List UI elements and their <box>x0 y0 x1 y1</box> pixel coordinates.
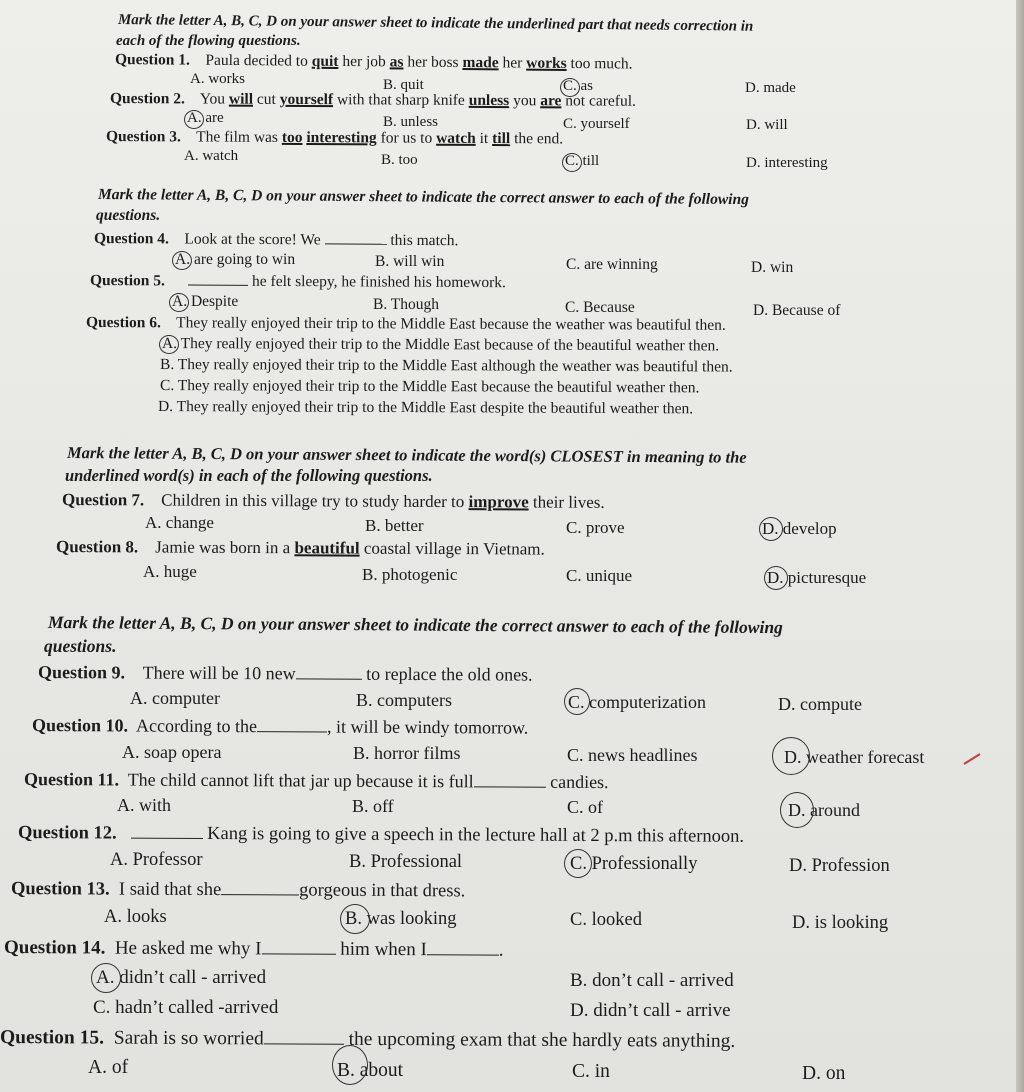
underlined-part: will <box>228 90 254 108</box>
section4-instruction-line1: Mark the letter A, B, C, D on your answer sheet to indicate the correct answer to each of the following <box>47 612 783 638</box>
q15-option-d[interactable]: D. on <box>802 1063 846 1084</box>
answer-circle <box>169 293 189 312</box>
blank <box>257 731 327 732</box>
question-text: Look at the score! We <box>184 230 325 249</box>
question-3 <box>106 128 563 148</box>
question-label: Question 9. <box>37 662 126 683</box>
section4-instruction-line2: questions. <box>44 636 117 656</box>
q2-option-b[interactable]: B. unless <box>383 114 439 130</box>
question-9 <box>38 662 533 686</box>
question-text: it <box>475 129 493 148</box>
question-text: Sarah is so worried <box>113 1027 264 1050</box>
question-label: Question 15. <box>0 1027 105 1049</box>
answer-circle <box>759 517 783 541</box>
question-text: candies. <box>545 771 609 793</box>
q8-option-b[interactable]: B. photogenic <box>362 565 458 584</box>
q5-option-a[interactable]: A. Despite <box>172 293 239 310</box>
q3-option-d[interactable]: D. interesting <box>746 155 828 171</box>
q10-option-b[interactable]: B. horror films <box>353 743 461 763</box>
question-text: cut <box>252 90 280 108</box>
q5-option-d[interactable]: D. Because of <box>753 302 841 319</box>
question-text: Children in this village try to study harder to <box>161 490 469 512</box>
q8-option-c[interactable]: C. unique <box>566 566 633 585</box>
question-text: He asked me why I <box>114 937 262 960</box>
q1-option-c[interactable]: C. as <box>563 78 593 94</box>
q8-option-d[interactable]: D. picturesque <box>767 568 867 587</box>
question-text: with that sharp knife <box>333 91 469 109</box>
question-11 <box>24 769 609 793</box>
question-text: her job <box>338 52 390 71</box>
q9-option-a[interactable]: A. computer <box>130 688 220 708</box>
q4-option-a[interactable]: A. are going to win <box>175 251 296 268</box>
question-label: Question 11. <box>23 769 120 790</box>
q7-option-d[interactable]: D. develop <box>762 519 837 538</box>
section1-instruction-line1: Mark the letter A, B, C, D on your answer sheet to indicate the underlined part that needs correction in <box>117 12 754 35</box>
q14-option-b[interactable]: B. don’t call - arrived <box>570 970 734 991</box>
q11-option-c[interactable]: C. of <box>567 797 603 817</box>
q12-option-b[interactable]: B. Professional <box>349 852 463 872</box>
q8-option-a[interactable]: A. huge <box>143 562 197 581</box>
question-5 <box>90 272 506 292</box>
question-text: Jamie was born in a <box>155 537 295 558</box>
q14-option-c[interactable]: C. hadn’t called -arrived <box>93 997 279 1018</box>
q11-option-a[interactable]: A. with <box>117 795 171 815</box>
question-text: There will be 10 new <box>142 662 296 684</box>
underlined-part: improve <box>468 492 529 512</box>
answer-circle <box>159 335 179 354</box>
q6-option-d[interactable]: D. They really enjoyed their trip to the Middle East despite the beautiful weather then. <box>157 398 694 418</box>
q5-option-b[interactable]: B. Though <box>373 296 440 313</box>
question-text: her <box>498 54 527 72</box>
q2-option-a[interactable]: A. are <box>187 110 224 126</box>
q11-option-b[interactable]: B. off <box>352 796 394 816</box>
q4-option-d[interactable]: D. win <box>751 259 794 276</box>
q6-option-a[interactable]: A. They really enjoyed their trip to the Middle East because of the beautiful weather then. <box>161 335 720 355</box>
question-label: Question 5. <box>89 272 165 290</box>
q2-option-c[interactable]: C. yourself <box>563 116 630 132</box>
q1-option-b[interactable]: B. quit <box>383 77 424 93</box>
q3-option-c[interactable]: C. till <box>565 153 600 169</box>
question-15 <box>0 1027 735 1053</box>
question-text: Paula decided to <box>205 51 312 70</box>
question-text: he felt sleepy, he finished his homework. <box>248 272 506 292</box>
q9-option-c[interactable]: C. computerization <box>568 692 706 712</box>
q7-option-a[interactable]: A. change <box>145 513 214 532</box>
q7-option-c[interactable]: C. prove <box>566 518 625 537</box>
blank <box>474 786 546 787</box>
question-text: the upcoming exam that she hardly eats anything. <box>343 1028 736 1052</box>
section2-instruction-line2: questions. <box>96 207 161 224</box>
q12-option-d[interactable]: D. Profession <box>789 856 890 876</box>
blank <box>188 285 248 286</box>
q9-option-b[interactable]: B. computers <box>356 690 452 710</box>
question-7 <box>62 490 605 513</box>
underlined-part: till <box>492 130 511 148</box>
underlined-part: quit <box>311 52 339 70</box>
q11-option-d[interactable]: D. around <box>788 800 860 820</box>
question-text: too much. <box>566 54 633 73</box>
q15-option-b[interactable]: B. about <box>337 1060 404 1081</box>
q1-option-d[interactable]: D. made <box>745 80 796 96</box>
answer-circle <box>780 792 814 828</box>
blank <box>264 1043 344 1044</box>
question-label: Question 2. <box>109 90 185 108</box>
answer-circle <box>562 153 582 172</box>
page-edge-shadow <box>1016 0 1024 1092</box>
q14-option-d[interactable]: D. didn’t call - arrive <box>570 1000 731 1021</box>
question-label: Question 4. <box>93 230 169 248</box>
answer-circle <box>772 737 810 775</box>
question-text: The film was <box>196 128 282 146</box>
underlined-part: made <box>462 54 499 72</box>
blank <box>296 678 362 679</box>
question-8 <box>56 537 545 560</box>
question-text: According to the <box>135 715 258 737</box>
question-text: . <box>498 939 504 961</box>
blank <box>262 953 336 954</box>
question-14 <box>4 937 504 962</box>
underlined-part: watch <box>436 129 476 147</box>
question-text: to replace the old ones. <box>361 663 533 685</box>
q2-option-d[interactable]: D. will <box>746 117 788 133</box>
q15-option-c[interactable]: C. in <box>572 1061 610 1082</box>
section3-instruction-line1: Mark the letter A, B, C, D on your answer sheet to indicate the word(s) CLOSEST in meaning to the <box>66 443 747 467</box>
question-text: this match. <box>386 231 459 250</box>
question-label: Question 8. <box>55 537 139 557</box>
answer-circle <box>340 904 370 934</box>
question-text: not careful. <box>561 92 636 110</box>
q3-option-a[interactable]: A. watch <box>184 148 239 164</box>
q1-option-a[interactable]: A. works <box>190 71 245 87</box>
underlined-part: unless <box>468 91 510 110</box>
red-check-mark-icon <box>962 752 982 766</box>
question-label: Question 13. <box>10 879 110 900</box>
q9-option-d[interactable]: D. compute <box>778 694 862 714</box>
q12-option-c[interactable]: C. Professionally <box>570 854 698 874</box>
q13-option-c[interactable]: C. looked <box>570 910 642 930</box>
underlined-part: as <box>389 53 404 71</box>
blank <box>324 243 386 244</box>
blank <box>427 954 499 955</box>
q4-option-c[interactable]: C. are winning <box>566 256 658 273</box>
q12-option-a[interactable]: A. Professor <box>110 850 203 870</box>
question-text: I said that she <box>118 879 222 901</box>
underlined-part: interesting <box>306 129 377 147</box>
answer-circle <box>564 688 590 715</box>
q10-option-d[interactable]: D. weather forecast <box>784 747 925 767</box>
q3-option-b[interactable]: B. too <box>381 152 418 168</box>
question-label: Question 12. <box>17 823 117 844</box>
section3-instruction-line2: underlined word(s) in each of the following questions. <box>65 466 433 485</box>
q10-option-a[interactable]: A. soap opera <box>122 742 222 762</box>
question-text: Kang is going to give a speech in the lecture hall at 2 p.m this afternoon. <box>202 823 745 847</box>
answer-circle <box>91 963 121 993</box>
question-10 <box>32 715 528 739</box>
q6-option-c[interactable]: C. They really enjoyed their trip to the Middle East because the beautiful weather then. <box>159 377 700 397</box>
answer-circle <box>172 251 192 270</box>
blank <box>221 894 299 895</box>
answer-circle <box>332 1045 368 1085</box>
q4-option-b[interactable]: B. will win <box>375 253 445 270</box>
question-text: , it will be windy tomorrow. <box>326 716 529 738</box>
question-text: coastal village in Vietnam. <box>359 538 545 559</box>
answer-circle <box>564 849 592 878</box>
question-text: The child cannot lift that jar up because it is full <box>127 769 474 792</box>
q7-option-b[interactable]: B. better <box>365 516 424 535</box>
question-text: They really enjoyed their trip to the Middle East because the weather was beautiful then. <box>176 314 726 334</box>
question-text: gorgeous in that dress. <box>299 880 466 902</box>
question-text: you <box>509 92 541 110</box>
underlined-part: yourself <box>279 90 334 109</box>
q15-option-a[interactable]: A. of <box>88 1057 129 1078</box>
answer-circle <box>184 110 204 129</box>
q13-option-d[interactable]: D. is looking <box>792 913 889 933</box>
q13-option-a[interactable]: A. looks <box>104 907 167 927</box>
section2-instruction-line1: Mark the letter A, B, C, D on your answer sheet to indicate the correct answer to each of the following <box>97 186 749 209</box>
question-text: him when I <box>335 938 427 961</box>
underlined-part: are <box>540 92 562 110</box>
question-text: You <box>199 90 229 108</box>
blank <box>131 838 203 839</box>
question-13 <box>11 879 465 902</box>
question-label: Question 10. <box>31 715 129 736</box>
question-12 <box>18 823 744 848</box>
question-6 <box>86 314 726 335</box>
question-label: Question 3. <box>105 128 181 146</box>
q10-option-c[interactable]: C. news headlines <box>567 745 698 765</box>
underlined-part: works <box>526 54 567 72</box>
q5-option-c[interactable]: C. Because <box>565 299 635 316</box>
question-text: for us to <box>376 129 437 147</box>
question-label: Question 1. <box>114 51 191 69</box>
question-label: Question 6. <box>85 314 161 332</box>
underlined-part: too <box>281 128 303 147</box>
question-label: Question 14. <box>3 937 106 959</box>
question-label: Question 7. <box>61 490 145 510</box>
question-text: the end. <box>510 130 564 148</box>
question-text: her boss <box>403 53 463 72</box>
section1-instruction-line2: each of the flowing questions. <box>116 33 301 49</box>
question-4 <box>94 230 459 250</box>
question-2 <box>110 90 636 111</box>
q14-option-a[interactable]: A. didn’t call - arrived <box>96 967 267 988</box>
q6-option-b[interactable]: B. They really enjoyed their trip to the Middle East although the weather was beautiful then. <box>159 356 733 376</box>
answer-circle <box>764 566 788 590</box>
question-text: their lives. <box>528 492 605 512</box>
q13-option-b[interactable]: B. was looking <box>345 909 457 929</box>
underlined-part: beautiful <box>294 538 360 558</box>
